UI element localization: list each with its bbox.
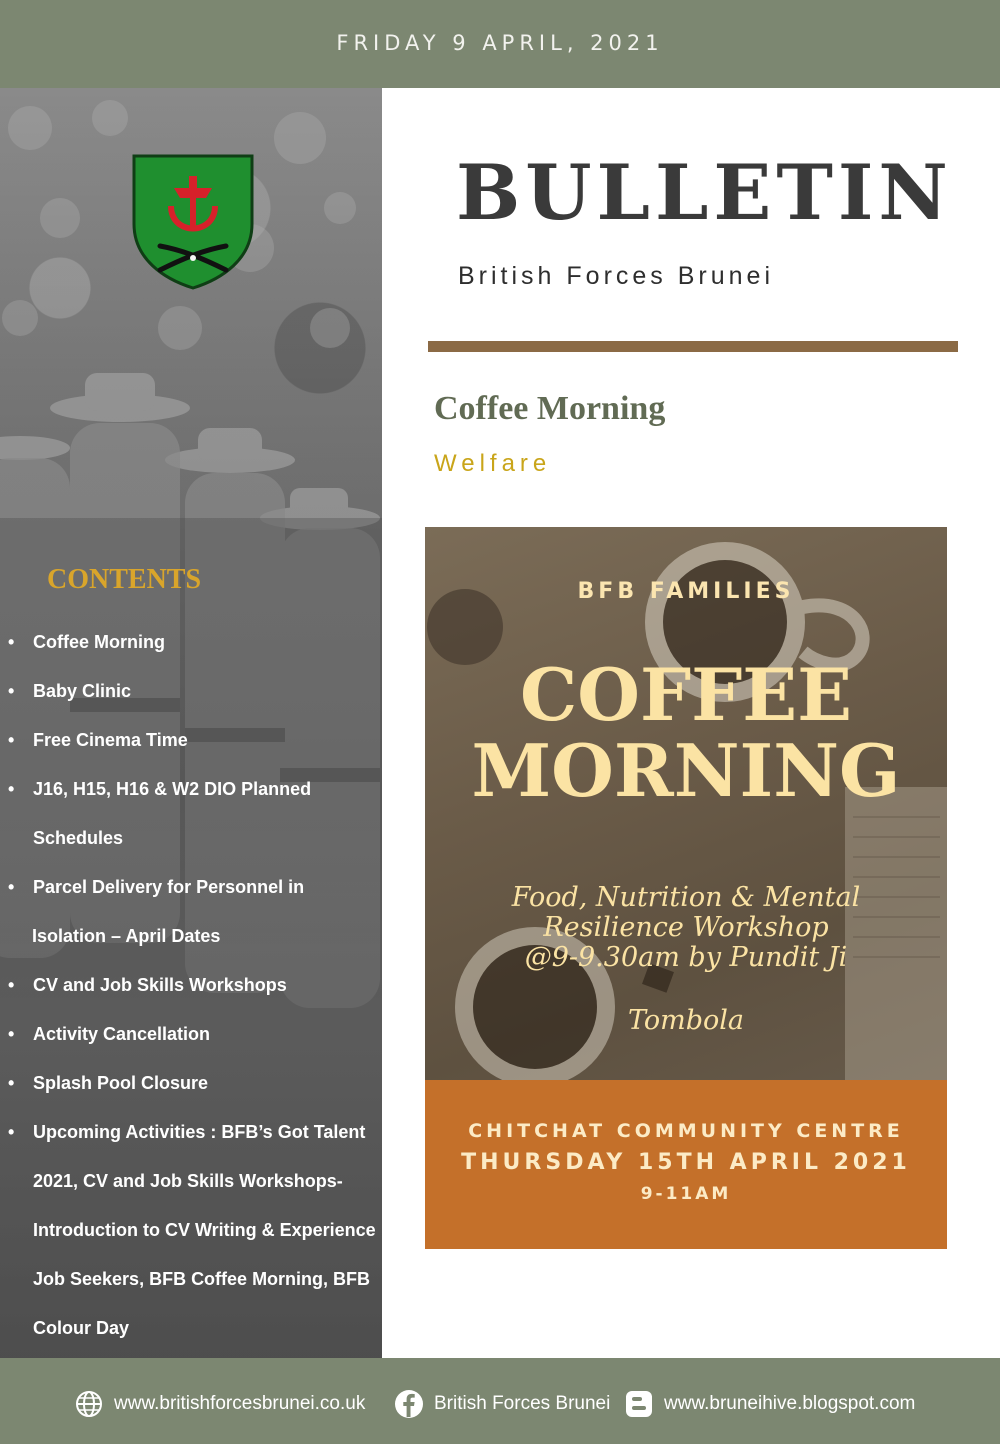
- poster-date: THURSDAY 15TH APRIL 2021: [461, 1150, 911, 1175]
- masthead-title: BULLETIN: [456, 148, 953, 237]
- website-link[interactable]: [74, 1389, 365, 1419]
- issue-date: FRIDAY 9 APRIL, 2021: [336, 31, 664, 55]
- toc-item[interactable]: • Splash Pool Closure: [0, 1059, 382, 1108]
- bullet-icon: •: [8, 632, 15, 652]
- poster-desc-line: Resilience Workshop: [543, 912, 829, 943]
- facebook-link[interactable]: [394, 1389, 610, 1419]
- main-content: [382, 88, 1000, 1358]
- toc-item-continued[interactable]: Job Seekers, BFB Coffee Morning, BFB: [33, 1269, 371, 1289]
- article-category: Welfare: [434, 450, 552, 477]
- bullet-icon: •: [8, 1122, 15, 1142]
- divider: [428, 341, 958, 352]
- toc-item[interactable]: • CV and Job Skills Workshops: [0, 961, 382, 1010]
- blog-link[interactable]: [624, 1389, 915, 1419]
- header-bar: [0, 0, 1000, 88]
- poster-extra: Tombola: [627, 1005, 745, 1036]
- poster-time: 9-11AM: [640, 1184, 732, 1204]
- toc-item-continued[interactable]: Colour Day: [33, 1318, 130, 1338]
- globe-icon: [74, 1389, 104, 1419]
- article-title: Coffee Morning: [434, 390, 666, 427]
- bullet-icon: •: [8, 975, 15, 995]
- facebook-icon: [394, 1389, 424, 1419]
- bullet-icon: •: [8, 1024, 15, 1044]
- bullet-icon: •: [8, 779, 15, 799]
- poster-headline-line: COFFEE: [519, 652, 852, 737]
- crest-icon: [132, 154, 254, 290]
- poster-description: [425, 883, 947, 973]
- toc-item-continued[interactable]: 2021, CV and Job Skills Workshops-: [33, 1171, 343, 1191]
- contents-title: CONTENTS: [47, 564, 202, 595]
- poster-desc-line: @9-9.30am by Pundit Ji: [524, 942, 848, 973]
- toc-item[interactable]: • J16, H15, H16 & W2 DIO Planned: [0, 765, 382, 814]
- toc-item-continued[interactable]: Introduction to CV Writing & Experience: [33, 1220, 376, 1240]
- toc-item-continued[interactable]: Schedules: [33, 828, 124, 848]
- bullet-icon: •: [8, 730, 15, 750]
- website-text: www.britishforcesbrunei.co.uk: [114, 1393, 366, 1414]
- poster-kicker: BFB FAMILIES: [577, 579, 795, 604]
- contents-list: [0, 618, 382, 1353]
- toc-item[interactable]: • Baby Clinic: [0, 667, 382, 716]
- toc-item-continued[interactable]: Isolation – April Dates: [32, 926, 221, 946]
- masthead-subtitle: British Forces Brunei: [458, 262, 775, 290]
- poster-headline: [425, 652, 947, 813]
- bullet-icon: •: [8, 681, 15, 701]
- footer-bar: [0, 1358, 1000, 1444]
- blog-text: www.bruneihive.blogspot.com: [664, 1393, 916, 1414]
- facebook-text: British Forces Brunei: [434, 1393, 611, 1414]
- blogger-icon: [624, 1389, 654, 1419]
- poster-footer: [425, 1080, 947, 1249]
- toc-item[interactable]: • Activity Cancellation: [0, 1010, 382, 1059]
- toc-item[interactable]: • Parcel Delivery for Personnel in: [0, 863, 382, 912]
- event-poster: [425, 527, 947, 1249]
- bullet-icon: •: [8, 877, 15, 897]
- poster-desc-line: Food, Nutrition & Mental: [511, 882, 861, 913]
- poster-venue: CHITCHAT COMMUNITY CENTRE: [468, 1120, 904, 1142]
- poster-headline-line: MORNING: [471, 728, 901, 813]
- toc-item[interactable]: • Upcoming Activities : BFB’s Got Talent: [0, 1108, 382, 1157]
- toc-item[interactable]: • Free Cinema Time: [0, 716, 382, 765]
- toc-item[interactable]: • Coffee Morning: [0, 618, 382, 667]
- sidebar: [0, 88, 382, 1358]
- bullet-icon: •: [8, 1073, 15, 1093]
